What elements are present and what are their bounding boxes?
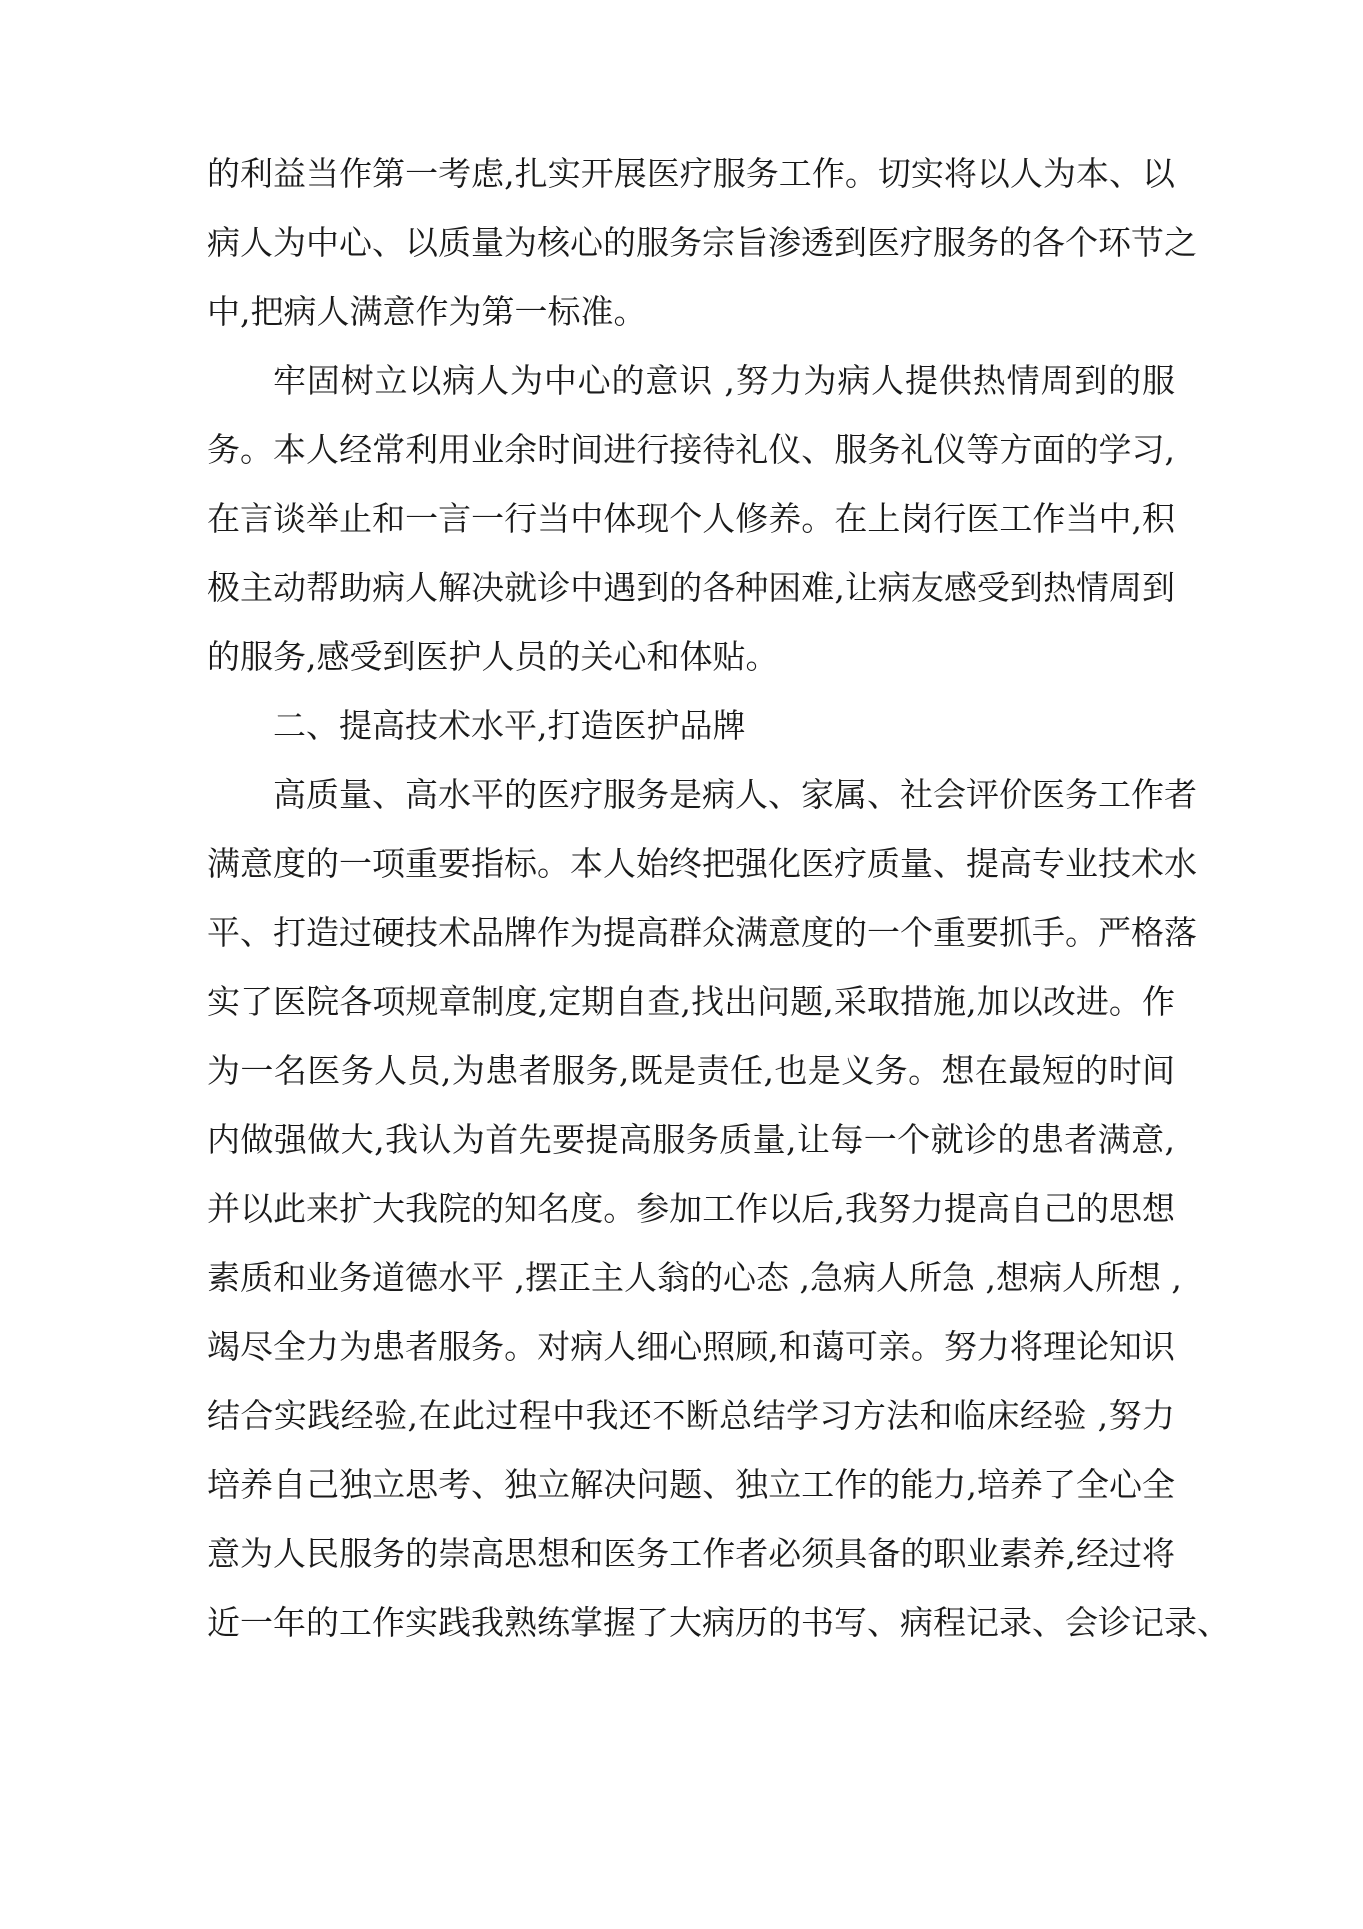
text-line: 病人为中心、以质量为核心的服务宗旨渗透到医疗服务的各个环节之 <box>207 223 1197 262</box>
text-line: 二、提高技术水平,打造医护品牌 <box>273 706 746 745</box>
text-line: 的利益当作第一考虑,扎实开展医疗服务工作。切实将以人为本、以 <box>207 154 1175 193</box>
text-line: 素质和业务道德水平 ,摆正主人翁的心态 ,急病人所急 ,想病人所想 , <box>207 1258 1182 1297</box>
text-line: 并以此来扩大我院的知名度。参加工作以后,我努力提高自己的思想 <box>207 1189 1175 1228</box>
text-line: 务。本人经常利用业余时间进行接待礼仪、服务礼仪等方面的学习, <box>207 430 1175 469</box>
text-line: 极主动帮助病人解决就诊中遇到的各种困难,让病友感受到热情周到 <box>207 568 1175 607</box>
text-line: 满意度的一项重要指标。本人始终把强化医疗质量、提高专业技术水 <box>207 844 1197 883</box>
text-line: 内做强做大,我认为首先要提高服务质量,让每一个就诊的患者满意, <box>207 1120 1175 1159</box>
text-line: 平、打造过硬技术品牌作为提高群众满意度的一个重要抓手。严格落 <box>207 913 1197 952</box>
text-line: 实了医院各项规章制度,定期自查,找出问题,采取措施,加以改进。作 <box>207 982 1175 1021</box>
text-line: 牢固树立以病人为中心的意识 ,努力为病人提供热情周到的服 <box>273 361 1175 400</box>
text-line: 培养自己独立思考、独立解决问题、独立工作的能力,培养了全心全 <box>207 1465 1175 1504</box>
document-body <box>207 139 1230 1657</box>
text-line: 高质量、高水平的医疗服务是病人、家属、社会评价医务工作者 <box>273 775 1197 814</box>
text-line: 结合实践经验,在此过程中我还不断总结学习方法和临床经验 ,努力 <box>207 1396 1175 1435</box>
text-line: 的服务,感受到医护人员的关心和体贴。 <box>207 637 779 676</box>
text-line: 意为人民服务的崇高思想和医务工作者必须具备的职业素养,经过将 <box>207 1534 1175 1573</box>
text-line: 在言谈举止和一言一行当中体现个人修养。在上岗行医工作当中,积 <box>207 499 1175 538</box>
text-line: 为一名医务人员,为患者服务,既是责任,也是义务。想在最短的时间 <box>207 1051 1175 1090</box>
text-line: 中,把病人满意作为第一标准。 <box>207 292 647 331</box>
text-line: 竭尽全力为患者服务。对病人细心照顾,和蔼可亲。努力将理论知识 <box>207 1327 1175 1366</box>
text-line: 近一年的工作实践我熟练掌握了大病历的书写、病程记录、会诊记录、 <box>207 1603 1230 1642</box>
